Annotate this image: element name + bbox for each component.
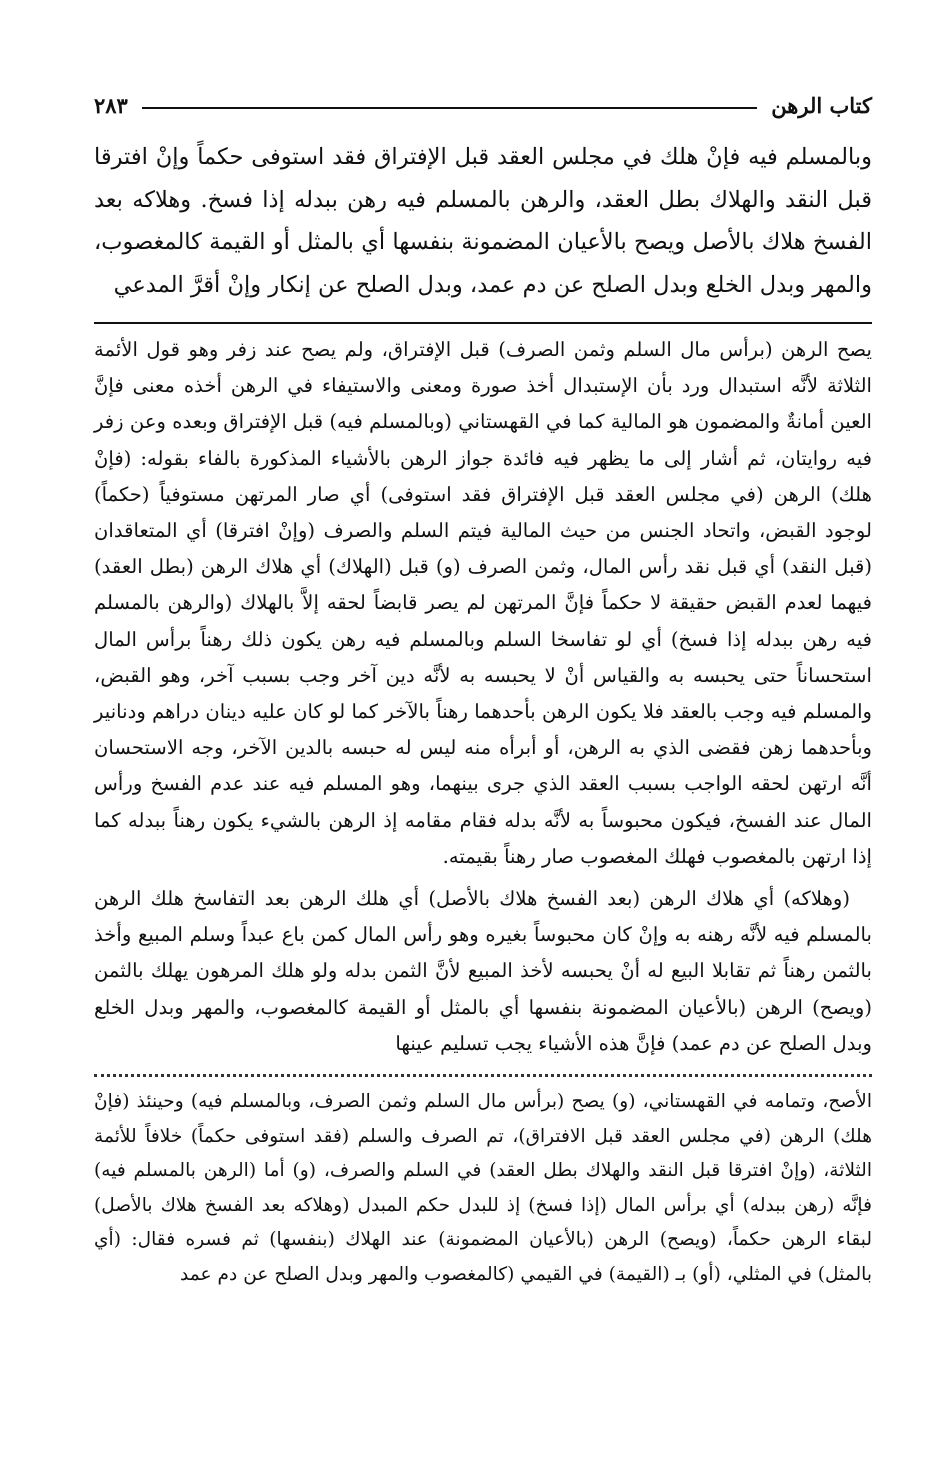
- dotted-divider: [94, 1074, 872, 1077]
- main-text: وبالمسلم فيه فإنْ هلك في مجلس العقد قبل الإفتراق فقد استوفى حكماً وإنْ افترقا قبل النقد والهلاك بطل العقد، والرهن بالمسلم فيه رهن ببدله إذا فسخ. وهلاكه بعد الفسخ هلاك بالأصل ويصح بالأعيان المضمونة بنفسها أي بالمثل أو القيمة كالمغصوب، والمهر وبدل الخلع وبدل الصلح عن دم عمد، وبدل الصلح عن إنكار وإنْ أقرَّ المدعي: [94, 144, 872, 298]
- commentary-paragraph-1: يصح الرهن (برأس مال السلم وثمن الصرف) قبل الإفتراق، ولم يصح عند زفر وهو قول الأئمة الثلاثة لأنَّه استبدال ورد بأن الإستبدال أخذ صورة ومعنى والاستيفاء في الرهن أخذه معنى فإنَّ العين أمانةٌ والمضمون هو المالية كما في القهستاني (وبالمسلم فيه) قبل الإفتراق وبعده وعن زفر فيه روايتان، ثم أشار إلى ما يظهر فيه فائدة جواز الرهن بالأشياء المذكورة بالفاء بقوله: (فإنْ هلك) الرهن (في مجلس العقد قبل الإفتراق فقد استوفى) أي صار المرتهن مستوفياً (حكماً) لوجود القبض، واتحاد الجنس من حيث المالية فيتم السلم والصرف (وإنْ افترقا) أي المتعاقدان (قبل النقد) أي قبل نقد رأس المال، وثمن الصرف (و) قبل (الهلاك) أي هلاك الرهن (بطل العقد) فيهما لعدم القبض حقيقة لا حكماً فإنَّ المرتهن لم يصر قابضاً لحقه إلاَّ بالهلاك (والرهن بالمسلم فيه رهن ببدله إذا فسخ) أي لو تفاسخا السلم وبالمسلم فيه رهن يكون ذلك رهناً برأس المال استحساناً حتى يحبسه به والقياس أنْ لا يحبسه به لأنَّه دين آخر وجب بسبب آخر، وهو القبض، والمسلم فيه وجب بالعقد فلا يكون الرهن بأحدهما رهناً بالآخر كما لو كان عليه دينان دراهم ودنانير وبأحدهما زهن فقضى الذي به الرهن، أو أبرأه منه ليس له حبسه بالدين الآخر، وجه الاستحسان أنَّه ارتهن لحقه الواجب بسبب العقد الذي جرى بينهما، وهو المسلم فيه عند عدم الفسخ ورأس المال عند الفسخ، فيكون محبوساً به لأنَّه بدله فقام مقامه إذ الرهن بالشيء يكون رهناً ببدله كما إذا ارتهن بالمغصوب فهلك المغصوب صار رهناً بقيمته.: [94, 338, 872, 868]
- footnote-block: [94, 1085, 872, 1293]
- commentary-paragraph-2: (وهلاكه) أي هلاك الرهن (بعد الفسخ هلاك بالأصل) أي هلك الرهن بعد التفاسخ هلك الرهن بالمسلم فيه لأنَّه رهنه به وإنْ كان محبوساً بغيره وهو رأس المال كمن باع عبداً وسلم المبيع وأخذ بالثمن رهناً ثم تقابلا البيع له أنْ يحبسه لأخذ المبيع لأنَّ الثمن بدله ولو هلك المرهون يهلك بالثمن (ويصح) الرهن (بالأعيان المضمونة بنفسها أي بالمثل أو القيمة كالمغصوب، والمهر وبدل الخلع وبدل الصلح عن دم عمد) فإنَّ هذه الأشياء يجب تسليم عينها: [94, 887, 872, 1055]
- main-text-block: [94, 136, 872, 306]
- page-number: ٢٨٣: [94, 92, 128, 118]
- commentary-block: [94, 332, 872, 1062]
- page-header: [94, 88, 872, 122]
- footnote-text: الأصح، وتمامه في القهستاني، (و) يصح (برأس مال السلم وثمن الصرف، وبالمسلم فيه) وحينئذ (فإنْ هلك) الرهن (في مجلس العقد قبل الافتراق)، تم الصرف والسلم (فقد استوفى حكماً) خلافاً للأئمة الثلاثة، (وإنْ افترقا قبل النقد والهلاك بطل العقد) في السلم والصرف، (و) أما (الرهن بالمسلم فيه) فإنَّه (رهن ببدله) أي برأس المال (إذا فسخ) إذ للبدل حكم المبدل (وهلاكه بعد الفسخ هلاك بالأصل) لبقاء الرهن حكماً، (ويصح) الرهن (بالأعيان المضمونة) عند الهلاك (بنفسها) ثم فسره فقال: (أي بالمثل) في المثلي، (أو) بـ (القيمة) في القيمي (كالمغصوب والمهر وبدل الصلح عن دم عمد: [94, 1091, 872, 1286]
- section-divider: [94, 322, 872, 324]
- running-title: كتاب الرهن: [771, 92, 872, 118]
- header-rule: [142, 107, 757, 109]
